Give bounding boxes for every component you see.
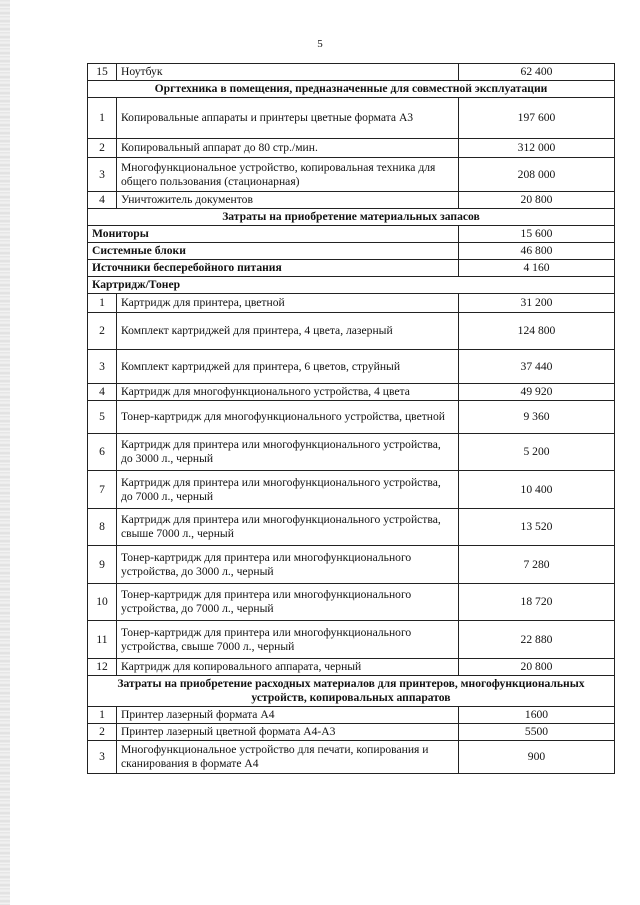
table-row — [88, 294, 615, 313]
row-number: 9 — [88, 546, 117, 584]
row-price: 5500 — [459, 724, 615, 741]
row-item: Копировальные аппараты и принтеры цветные формата А3 — [117, 98, 459, 139]
row-number: 12 — [88, 659, 117, 676]
row-item: Многофункциональное устройство для печати, копирования и сканирования в формате А4 — [117, 741, 459, 774]
row-number: 2 — [88, 139, 117, 158]
table-row — [88, 64, 615, 81]
table-row — [88, 401, 615, 434]
row-price: 20 800 — [459, 659, 615, 676]
section-title-office: Оргтехника в помещения, предназначенные для совместной эксплуатации — [88, 81, 615, 98]
category-name: Источники бесперебойного питания — [88, 260, 459, 277]
row-number: 6 — [88, 434, 117, 471]
row-number: 4 — [88, 192, 117, 209]
row-number: 1 — [88, 294, 117, 313]
row-number: 11 — [88, 621, 117, 659]
category-row — [88, 243, 615, 260]
page-number: 5 — [317, 38, 323, 50]
row-price: 124 800 — [459, 313, 615, 350]
row-item: Картридж для принтера или многофункционального устройства, свыше 7000 л., черный — [117, 509, 459, 546]
section-header-row — [88, 81, 615, 98]
row-item: Принтер лазерный формата А4 — [117, 707, 459, 724]
table-row — [88, 659, 615, 676]
table-row — [88, 158, 615, 192]
row-price: 18 720 — [459, 584, 615, 621]
cost-table — [87, 63, 615, 774]
table-row — [88, 584, 615, 621]
row-number: 3 — [88, 741, 117, 774]
row-item: Картридж для принтера, цветной — [117, 294, 459, 313]
category-price: 4 160 — [459, 260, 615, 277]
table-row — [88, 384, 615, 401]
row-number: 10 — [88, 584, 117, 621]
table-row — [88, 741, 615, 774]
row-price: 900 — [459, 741, 615, 774]
category-name: Системные блоки — [88, 243, 459, 260]
row-item: Картридж для принтера или многофункционального устройства, до 3000 л., черный — [117, 434, 459, 471]
table-row — [88, 621, 615, 659]
row-number: 2 — [88, 724, 117, 741]
row-price: 20 800 — [459, 192, 615, 209]
category-price: 15 600 — [459, 226, 615, 243]
table-row — [88, 313, 615, 350]
table-row — [88, 724, 615, 741]
row-number: 4 — [88, 384, 117, 401]
row-item: Тонер-картридж для принтера или многофункционального устройства, свыше 7000 л., черный — [117, 621, 459, 659]
row-number: 15 — [88, 64, 117, 81]
section-header-row — [88, 676, 615, 707]
table-row — [88, 350, 615, 384]
row-number: 1 — [88, 98, 117, 139]
row-price: 62 400 — [459, 64, 615, 81]
row-price: 10 400 — [459, 471, 615, 509]
cartridge-header: Картридж/Тонер — [88, 277, 615, 294]
table-row — [88, 546, 615, 584]
row-number: 5 — [88, 401, 117, 434]
row-price: 1600 — [459, 707, 615, 724]
row-item: Тонер-картридж для принтера или многофункционального устройства, до 7000 л., черный — [117, 584, 459, 621]
row-number: 2 — [88, 313, 117, 350]
row-price: 7 280 — [459, 546, 615, 584]
row-number: 3 — [88, 350, 117, 384]
row-item: Ноутбук — [117, 64, 459, 81]
table-row — [88, 192, 615, 209]
category-price: 46 800 — [459, 243, 615, 260]
category-row — [88, 226, 615, 243]
row-number: 8 — [88, 509, 117, 546]
section-title-materials: Затраты на приобретение материальных запасов — [88, 209, 615, 226]
row-number: 1 — [88, 707, 117, 724]
row-number: 7 — [88, 471, 117, 509]
category-name: Мониторы — [88, 226, 459, 243]
row-item: Многофункциональное устройство, копировальная техника для общего пользования (стационарная) — [117, 158, 459, 192]
row-price: 208 000 — [459, 158, 615, 192]
row-item: Принтер лазерный цветной формата А4-А3 — [117, 724, 459, 741]
row-price: 49 920 — [459, 384, 615, 401]
row-item: Комплект картриджей для принтера, 6 цветов, струйный — [117, 350, 459, 384]
section-title-consumables: Затраты на приобретение расходных материалов для принтеров, многофункциональных устройств, копировальных аппаратов — [88, 676, 615, 707]
row-item: Тонер-картридж для многофункционального устройства, цветной — [117, 401, 459, 434]
table-row — [88, 707, 615, 724]
row-item: Уничтожитель документов — [117, 192, 459, 209]
scan-edge — [0, 0, 10, 905]
row-price: 9 360 — [459, 401, 615, 434]
category-row — [88, 277, 615, 294]
row-number: 3 — [88, 158, 117, 192]
table-row — [88, 509, 615, 546]
row-price: 22 880 — [459, 621, 615, 659]
row-item: Картридж для многофункционального устройства, 4 цвета — [117, 384, 459, 401]
row-item: Тонер-картридж для принтера или многофункционального устройства, до 3000 л., черный — [117, 546, 459, 584]
row-price: 37 440 — [459, 350, 615, 384]
table-row — [88, 98, 615, 139]
row-item: Комплект картриджей для принтера, 4 цвета, лазерный — [117, 313, 459, 350]
table-row — [88, 139, 615, 158]
table-row — [88, 471, 615, 509]
row-price: 5 200 — [459, 434, 615, 471]
row-item: Картридж для принтера или многофункционального устройства, до 7000 л., черный — [117, 471, 459, 509]
row-price: 312 000 — [459, 139, 615, 158]
row-item: Копировальный аппарат до 80 стр./мин. — [117, 139, 459, 158]
row-price: 197 600 — [459, 98, 615, 139]
row-item: Картридж для копировального аппарата, черный — [117, 659, 459, 676]
category-row — [88, 260, 615, 277]
row-price: 31 200 — [459, 294, 615, 313]
row-price: 13 520 — [459, 509, 615, 546]
section-header-row — [88, 209, 615, 226]
table-row — [88, 434, 615, 471]
